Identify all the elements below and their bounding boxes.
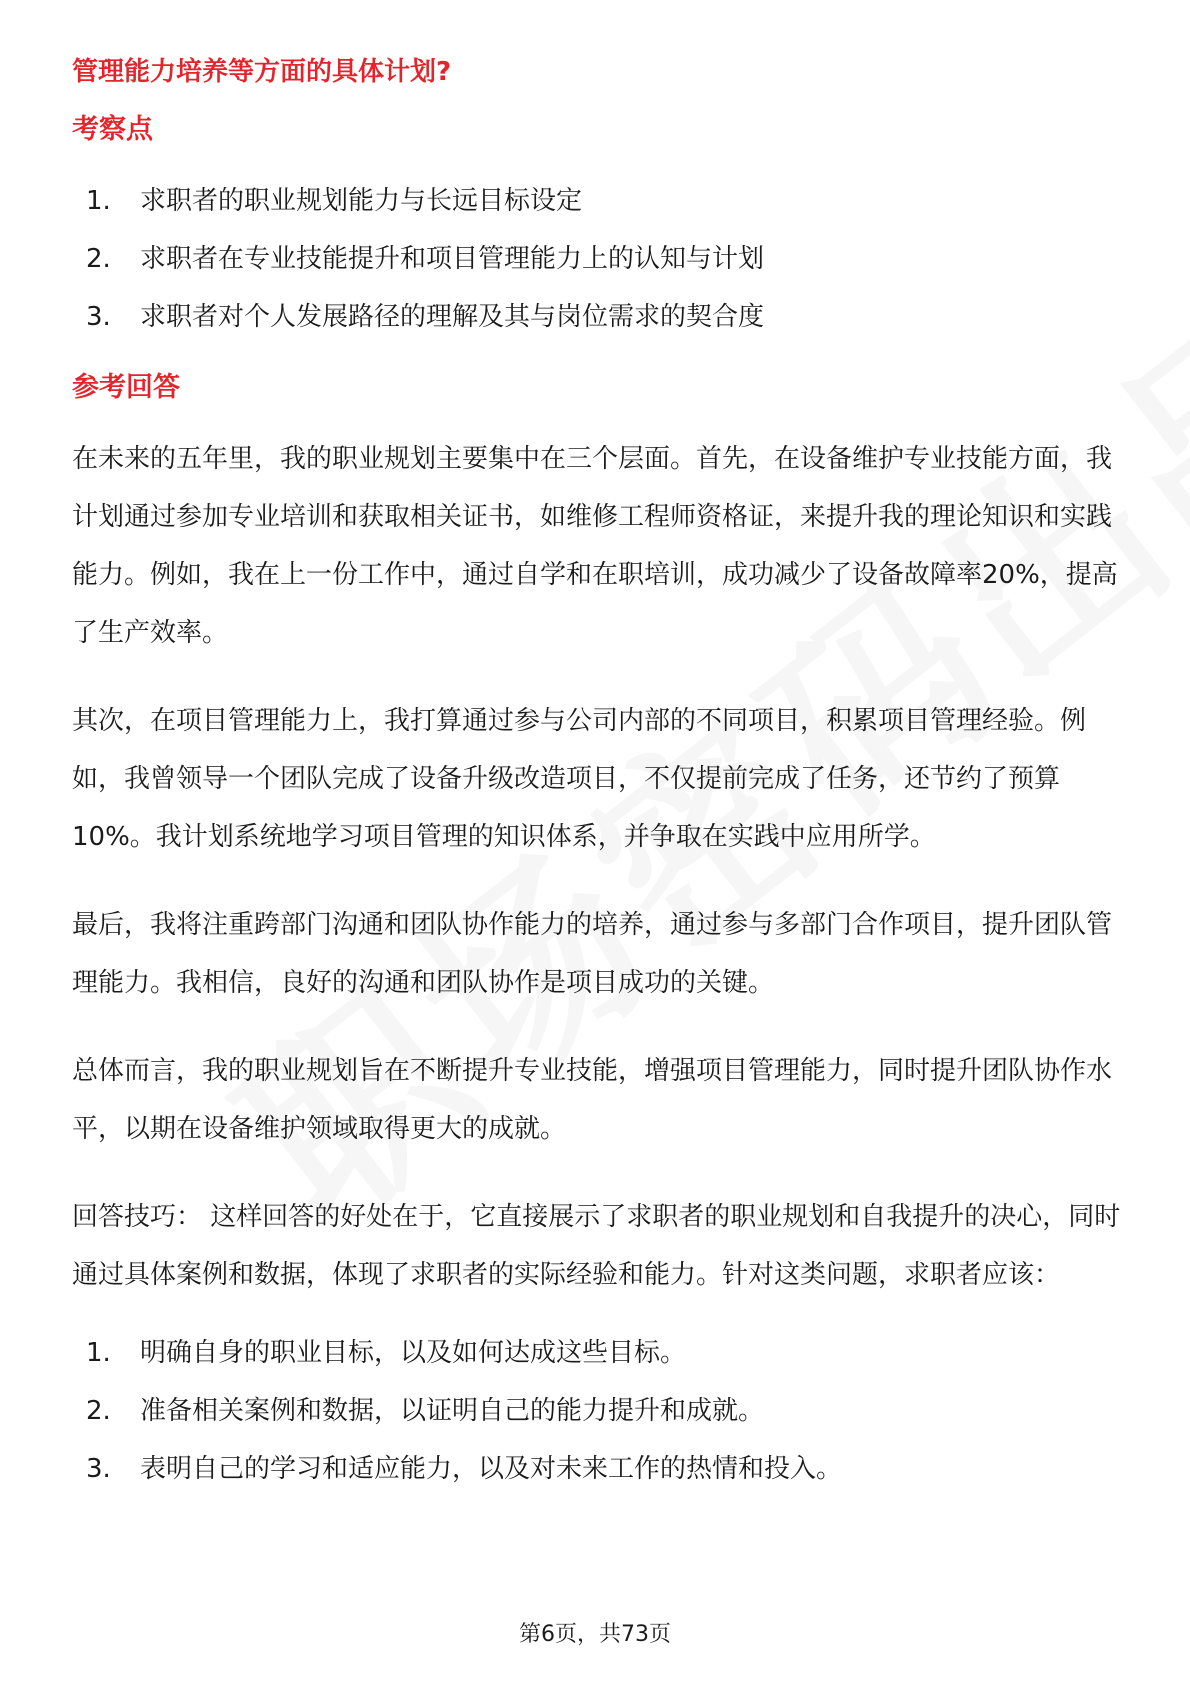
list-item-number: 1.: [86, 1338, 111, 1368]
list-item-text: 表明自己的学习和适应能力，以及对未来工作的热情和投入。: [140, 1454, 843, 1484]
list-item-number: 3.: [86, 302, 111, 332]
answer-body: [72, 430, 1132, 1158]
list-item: [72, 288, 1132, 346]
list-item-text: 明确自身的职业目标，以及如何达成这些目标。: [140, 1338, 687, 1368]
list-item-text: 求职者在专业技能提升和项目管理能力上的认知与计划: [140, 244, 765, 274]
list-item-text: 求职者对个人发展路径的理解及其与岗位需求的契合度: [140, 302, 765, 332]
list-item-text: 准备相关案例和数据，以证明自己的能力提升和成就。: [140, 1396, 765, 1426]
assessment-list: [72, 172, 1132, 346]
list-item-text: 求职者的职业规划能力与长远目标设定: [140, 186, 583, 216]
assessment-heading: 考察点: [72, 114, 153, 145]
list-item-number: 1.: [86, 186, 111, 216]
answer-paragraph: 最后，我将注重跨部门沟通和团队协作能力的培养，通过参与多部门合作项目，提升团队管理能力。我相信，良好的沟通和团队协作是项目成功的关键。: [72, 910, 1113, 998]
tips-section: [72, 1188, 1132, 1498]
page-title: 管理能力培养等方面的具体计划?: [72, 57, 452, 87]
tips-list: [72, 1324, 1132, 1498]
answer-heading: 参考回答: [72, 372, 180, 403]
list-item: [72, 230, 1132, 288]
page-footer: 第6页，共73页: [519, 1622, 671, 1647]
answer-paragraph: 其次，在项目管理能力上，我打算通过参与公司内部的不同项目，积累项目管理经验。例如，我曾领导一个团队完成了设备升级改造项目，不仅提前完成了任务，还节约了预算10%。我计划系统地学习项目管理的知识体系，并争取在实践中应用所学。: [72, 706, 1087, 852]
document-page: [72, 52, 1132, 1498]
list-item: [72, 172, 1132, 230]
list-item: [72, 1324, 1132, 1382]
list-item-number: 2.: [86, 244, 111, 274]
list-item: [72, 1440, 1132, 1498]
list-item-number: 2.: [86, 1396, 111, 1426]
tips-intro: 回答技巧： 这样回答的好处在于，它直接展示了求职者的职业规划和自我提升的决心，同时通过具体案例和数据，体现了求职者的实际经验和能力。针对这类问题，求职者应该：: [72, 1202, 1121, 1290]
list-item-number: 3.: [86, 1454, 111, 1484]
list-item: [72, 1382, 1132, 1440]
answer-paragraph: 在未来的五年里，我的职业规划主要集中在三个层面。首先，在设备维护专业技能方面，我计划通过参加专业培训和获取相关证书，如维修工程师资格证，来提升我的理论知识和实践能力。例如，我在上一份工作中，通过自学和在职培训，成功减少了设备故障率20%，提高了生产效率。: [72, 444, 1118, 648]
answer-paragraph: 总体而言，我的职业规划旨在不断提升专业技能，增强项目管理能力，同时提升团队协作水平，以期在设备维护领域取得更大的成就。: [72, 1056, 1113, 1144]
